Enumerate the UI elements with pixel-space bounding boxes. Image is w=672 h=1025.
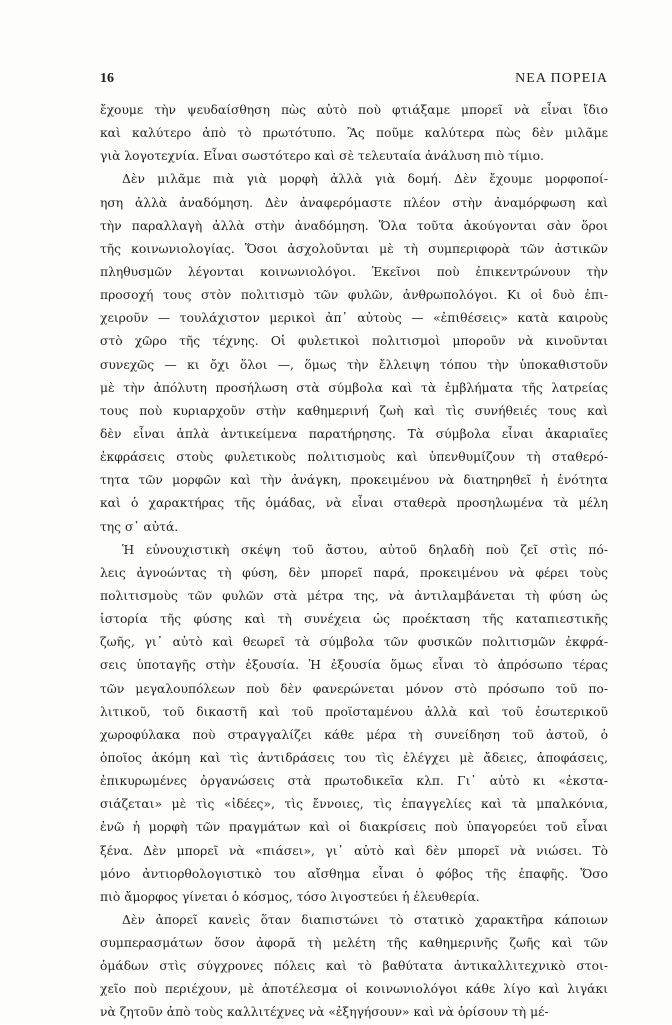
- text-line: προσοχή τους στὸν πολιτισμὸ τῶν φυλῶν, ἀνθρωπολόγοι. Κι οἱ δυὸ ἐπι-: [100, 288, 608, 303]
- text-line: Δὲν ἀπορεῖ κανεὶς ὅταν διαπιστώνει τὸ στατικὸ χαρακτῆρα κάποιων: [122, 912, 608, 927]
- text-line: ἐπικυρωμένες ὀργανώσεις στὰ πρωτοδικεῖα κλπ. Γι᾽ αὐτὸ κι «ἐκστα-: [100, 774, 608, 789]
- text-line: πιὸ ἄμορφος γίνεται ὁ κόσμος, τόσο λιγοστεύει ἡ ἐλευθερία.: [100, 889, 480, 904]
- text-line: στὸ χῶρο τῆς τέχνης. Οἱ φυλετικοὶ πολιτισμοὶ μποροῦν νὰ κινοῦνται: [100, 334, 608, 349]
- text-line: καὶ καλύτερο ἀπὸ τὸ πρωτότυπο. Ἂς ποῦμε καλύτερα πὼς δὲν μιλᾶμε: [100, 126, 608, 141]
- text-line: τητα τῶν μορφῶν καὶ τὴν ἀνάγκη, προκειμένου νὰ διατηρηθεῖ ἡ ἑνότητα: [100, 473, 608, 488]
- text-line: καὶ ὁ χαρακτήρας τῆς ὁμάδας, νὰ εἶναι σταθερὰ προσηλωμένα τὰ μέλη: [100, 496, 608, 511]
- text-line: τὴν παραλλαγὴ ἀλλὰ στὴν ἀναδόμηση. Ὅλα τοῦτα ἀκούγονται σὰν ὅροι: [100, 218, 608, 233]
- text-line: ἐνῶ ἡ μορφὴ τῶν πραγμάτων καὶ οἱ διακρίσεις ποὺ ὑπαγορεύει τοῦ εἶναι: [100, 820, 608, 835]
- text-line: πολιτισμοὺς τῶν φυλῶν στὰ μέτρα της, νὰ ἀντιλαμβάνεται τὴ φύση ὡς: [100, 588, 608, 603]
- page-number: 16: [100, 71, 114, 86]
- text-line: χεῖο ποὺ περιέχουν, μὲ ἀποτέλεσμα οἱ κοινωνιολόγοι κάθε λίγο καὶ λιγάκι: [100, 982, 608, 997]
- paragraph: [100, 168, 608, 538]
- journal-title: ΝΕΑ ΠΟΡΕΙΑ: [515, 71, 608, 86]
- text-line: γιὰ λογοτεχνία. Εἶναι σωστότερο καὶ σὲ τελευταία ἀνάλυση πιὸ τίμιο.: [100, 149, 544, 164]
- text-line: ξένα. Δὲν μπορεῖ νὰ «πιάσει», γι᾽ αὐτὸ καὶ δὲν μπορεῖ νὰ νιώσει. Τὸ: [100, 843, 608, 858]
- text-line: λιτικοῦ, τοῦ δικαστῆ καὶ τοῦ προϊσταμένου ἀλλὰ καὶ τοῦ ἐσωτερικοῦ: [100, 704, 608, 719]
- paragraph: [100, 539, 608, 909]
- paragraph: [100, 99, 608, 168]
- text-line: δὲν εἶναι ἁπλὰ ἀντικείμενα παρατήρησης. Τὰ σύμβολα εἶναι ἀκαριαῖες: [100, 426, 608, 441]
- text-line: λεις ἀγνοώντας τὴ φύση, δὲν μπορεῖ παρά, προκειμένου νὰ φέρει τοὺς: [100, 565, 608, 580]
- text-line: ζωῆς, γι᾽ αὐτὸ καὶ θεωρεῖ τὰ σύμβολα τῶν φυσικῶν πολιτισμῶν ἐκφρά-: [100, 635, 608, 650]
- text-line: συνεχῶς — κι ὄχι ὅλοι —, ὅμως τὴν ἔλλειψη τόπου τὴν ὑποκαθιστοῦν: [100, 357, 608, 372]
- text-line: σεις ὑποταγῆς στὴν ἐξουσία. Ἡ ἐξουσία ὅμως εἶναι τὸ ἀπρόσωπο τέρας: [100, 658, 608, 673]
- text-line: νὰ ζητοῦν ἀπὸ τοὺς καλλιτέχνες νὰ «ἐξηγήσουν» καὶ νὰ ὁρίσουν τὴ μέ-: [100, 1005, 549, 1020]
- text-line: ἔχουμε τὴν ψευδαίσθηση πὼς αὐτὸ ποὺ φτιάξαμε μπορεῖ νὰ εἶναι ἴδιο: [100, 103, 608, 117]
- text-line: της σ᾽ αὐτά.: [100, 519, 179, 534]
- text-line: ἱστορία τῆς φύσης καὶ τὴ συνέχεια ὡς προέκταση τῆς καταπιεστικῆς: [100, 612, 608, 627]
- text-line: τους ποὺ κυριαρχοῦν στὴν καθημερινή ζωὴ καὶ τὶς συνήθειές τους καὶ: [100, 403, 608, 418]
- body-text: [100, 99, 608, 1025]
- text-line: ὁποῖος ἀκόμη καὶ τὶς ἀντιδράσεις του τὶς ἐλέγχει μὲ ἄδειες, ἀποφάσεις,: [100, 750, 608, 765]
- paragraph: [100, 909, 608, 1025]
- text-line: Ἡ εὐνουχιστικὴ σκέψη τοῦ ἄστου, αὐτοῦ δηλαδὴ ποὺ ζεῖ στὶς πό-: [122, 542, 608, 557]
- text-line: πληθυσμῶν λέγονται κοινωνιολόγοι. Ἐκεῖνοι ποὺ ἐπικεντρώνουν τὴν: [100, 264, 608, 279]
- text-line: μὲ τὴν ἀπόλυτη προσήλωση στὰ σύμβολα καὶ τὰ ἐμβλήματα τῆς λατρείας: [100, 380, 608, 395]
- text-line: μόνο ἀντιορθολογιστικὸ του αἴσθημα εἶναι ὁ φόβος τῆς ἐπαφῆς. Ὅσο: [100, 866, 608, 881]
- text-line: ηση ἀλλὰ ἀναδόμηση. Δὲν ἀναφερόμαστε πλέον στὴν ἀναμόρφωση καὶ: [100, 195, 608, 210]
- text-line: χωροφύλακα ποὺ στραγγαλίζει κάθε μέρα τὴ συνείδηση τοῦ ἀστοῦ, ὁ: [100, 727, 608, 742]
- text-line: τῶν μεγαλουπόλεων ποὺ δὲν φανερώνεται μόνον στὸ πρόσωπο τοῦ πο-: [100, 681, 608, 696]
- text-line: συμπερασμάτων ὅσον ἀφορᾶ τὴ μελέτη τῆς καθημερινῆς ζωῆς καὶ τῶν: [100, 936, 608, 951]
- text-line: τῆς κοινωνιολογίας. Ὅσοι ἀσχολοῦνται μὲ τὴ συμπεριφορὰ τῶν ἀστικῶν: [100, 241, 608, 256]
- text-line: σιάζεται» μὲ τὶς «ἰδέες», τὶς ἔννοιες, τὶς ἐπαγγελίες καὶ τὰ μπαλκόνια,: [100, 797, 608, 812]
- text-line: χειροῦν — τουλάχιστον μερικοὶ ἀπ᾽ αὐτοὺς — «ἐπιθέσεις» κατὰ καιροὺς: [100, 311, 608, 326]
- running-head: [100, 68, 608, 90]
- text-line: Δὲν μιλᾶμε πιὰ γιὰ μορφὴ ἀλλὰ γιὰ δομή. Δὲν ἔχουμε μορφοποί-: [122, 172, 608, 187]
- text-line: ἐκφράσεις στοὺς φυλετικοὺς πολιτισμοὺς καὶ ὑπενθυμίζουν τὴ σταθερό-: [100, 450, 608, 465]
- text-line: ὁμάδων στὶς σύγχρονες πόλεις καὶ τὸ βαθύτατα ἀντικαλλιτεχνικὸ στοι-: [100, 959, 608, 974]
